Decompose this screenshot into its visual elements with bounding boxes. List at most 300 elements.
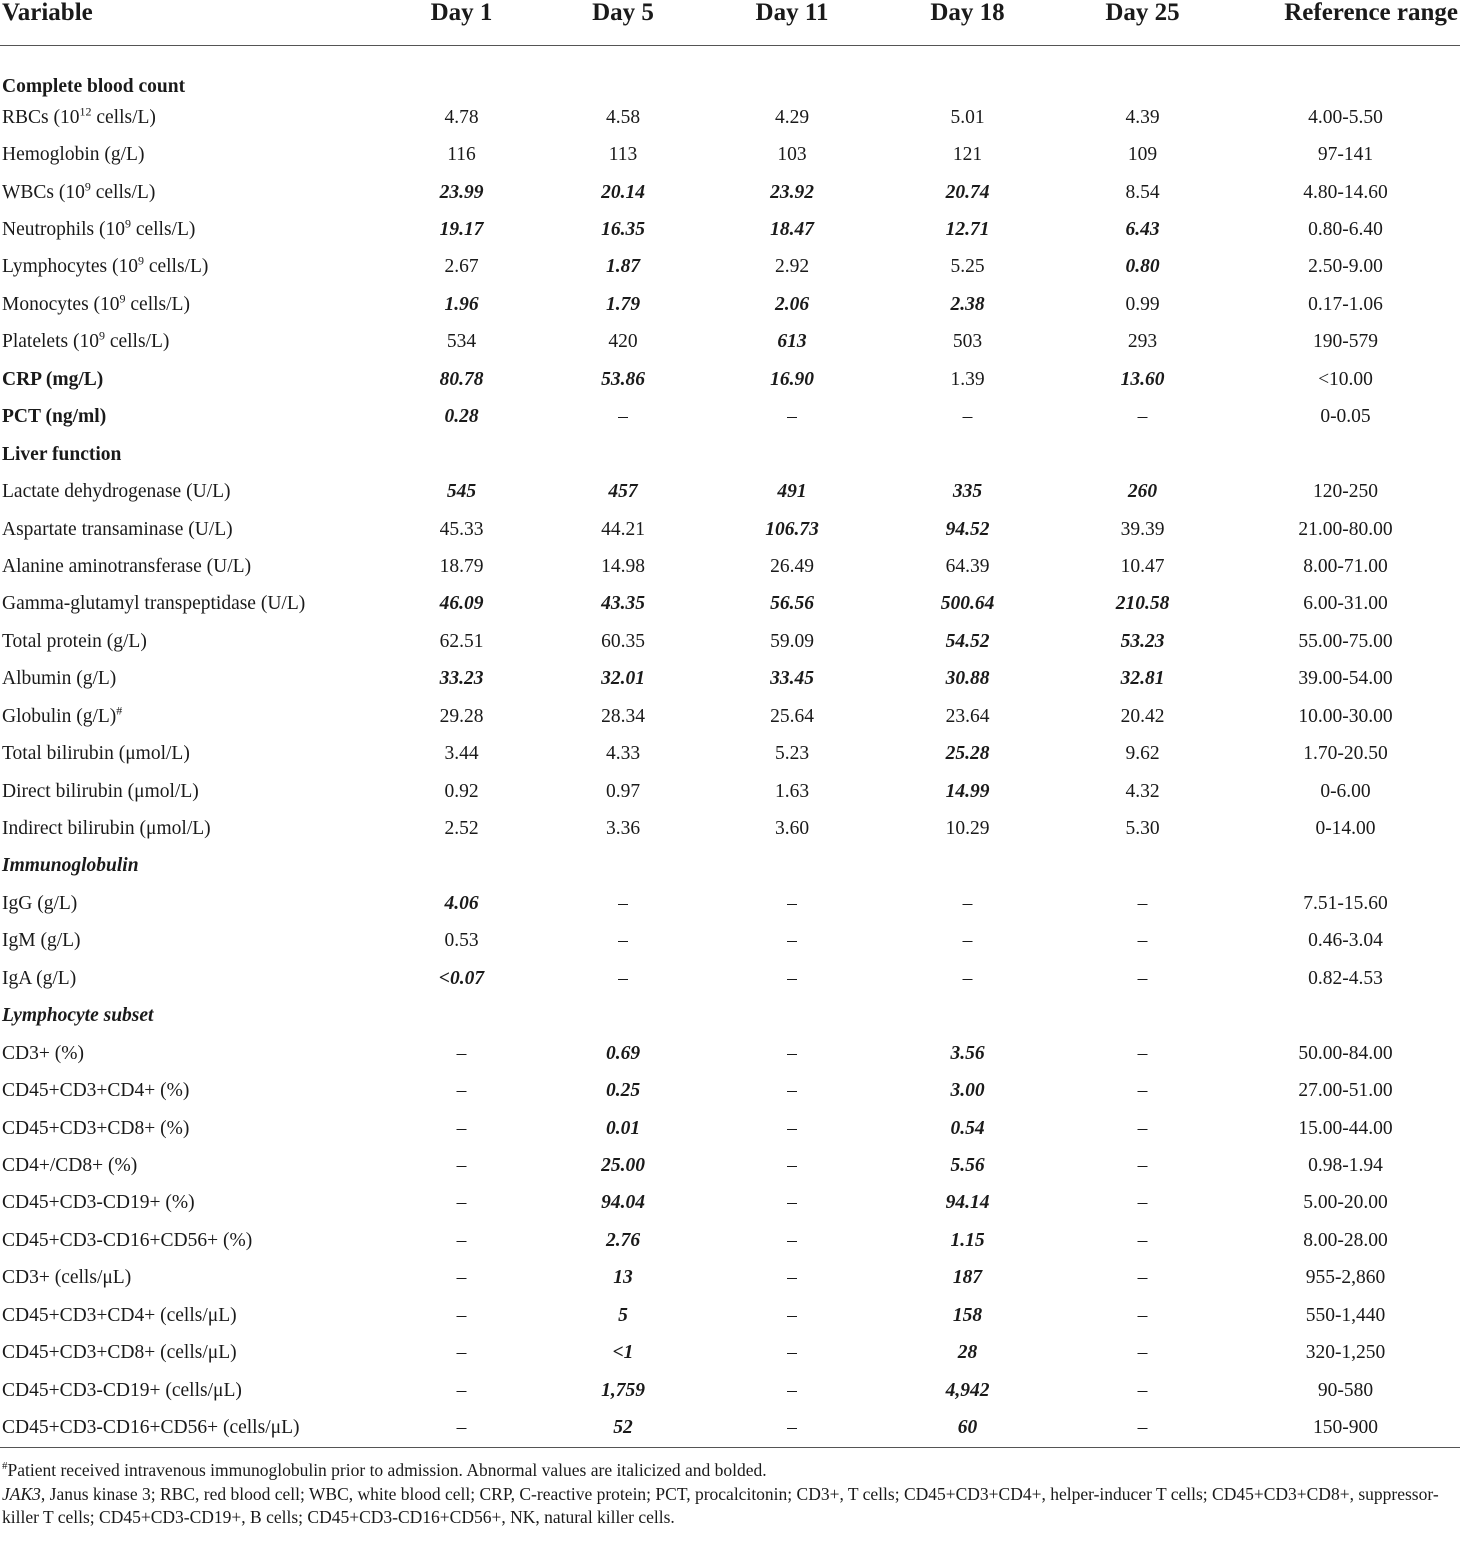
variable-unit: cells/L)	[125, 293, 190, 315]
variable-label: CD45+CD3-CD19+ (cells/μL)	[2, 1379, 242, 1401]
value-cell-day-1: 2.67	[444, 256, 479, 278]
value-cell-day-18: 10.29	[945, 818, 990, 840]
value-cell-day-1: 33.23	[439, 668, 484, 690]
value-cell-day-18: 121	[952, 144, 983, 166]
variable-cell	[0, 174, 380, 211]
table-header	[0, 0, 1460, 46]
section-row	[0, 46, 1460, 100]
value-cell-day-11: –	[787, 406, 797, 428]
value-cell-day-5: 0.01	[605, 1117, 641, 1139]
table-row	[0, 1334, 1460, 1371]
value-cell-day-5: 1,759	[601, 1379, 645, 1401]
reference-range-cell: 0.46-3.04	[1308, 930, 1383, 952]
value-cell-day-18: 5.01	[950, 106, 985, 128]
value-cell-day-5: 420	[608, 331, 638, 353]
value-cell-day-1: –	[456, 1154, 467, 1176]
reference-range-cell: 0-6.00	[1320, 780, 1371, 802]
value-cell-day-11: 26.49	[770, 555, 814, 577]
value-cell-day-25: 20.42	[1120, 705, 1165, 727]
reference-range-cell: <10.00	[1318, 368, 1373, 390]
table-row	[0, 1035, 1460, 1072]
value-cell-day-5: <1	[612, 1342, 634, 1364]
value-cell-day-1: 0.92	[444, 780, 479, 802]
value-cell-day-5: 4.58	[605, 106, 641, 128]
value-cell-day-18: 503	[952, 331, 983, 353]
variable-label: IgA (g/L)	[2, 967, 77, 989]
reference-range-cell: 0-14.00	[1315, 818, 1376, 840]
variable-label: Monocytes (10	[2, 293, 120, 315]
variable-cell	[0, 1110, 380, 1147]
reference-range-cell: 27.00-51.00	[1298, 1080, 1393, 1102]
variable-label: RBCs (10	[2, 106, 80, 128]
variable-cell	[0, 211, 380, 248]
value-cell-day-18: 3.00	[950, 1080, 985, 1102]
value-cell-day-5: 20.14	[601, 181, 645, 203]
variable-unit: cells/L)	[143, 256, 209, 278]
table-row	[0, 1185, 1460, 1222]
reference-range-cell: 5.00-20.00	[1303, 1192, 1388, 1214]
variable-label: CD4+/CD8+ (%)	[2, 1154, 138, 1176]
variable-cell	[0, 361, 380, 398]
table-row	[0, 1260, 1460, 1297]
value-cell-day-1: 18.79	[439, 555, 484, 577]
value-cell-day-18: –	[962, 967, 973, 989]
header-row	[0, 0, 1460, 46]
value-cell-day-11: 106.73	[765, 518, 819, 540]
value-cell-day-25: –	[1137, 1304, 1148, 1326]
value-cell-day-25: 4.32	[1125, 780, 1160, 802]
variable-superscript: 9	[124, 216, 131, 231]
table-row	[0, 249, 1460, 286]
variable-label: Aspartate transaminase (U/L)	[2, 518, 233, 540]
table-body	[0, 46, 1460, 1448]
reference-range-cell: 6.00-31.00	[1303, 593, 1388, 615]
variable-cell	[0, 286, 380, 323]
value-cell-day-25: 260	[1127, 481, 1158, 503]
value-cell-day-11: 16.90	[770, 368, 814, 390]
reference-range-cell: 1.70-20.50	[1303, 743, 1388, 765]
value-cell-day-25: –	[1137, 1154, 1148, 1176]
value-cell-day-1: 4.78	[444, 106, 479, 128]
value-cell-day-18: 1.15	[950, 1229, 985, 1251]
value-cell-day-25: –	[1137, 892, 1148, 914]
value-cell-day-11: 2.06	[774, 293, 810, 315]
variable-label: Lymphocytes (10	[2, 256, 138, 278]
table-row	[0, 773, 1460, 810]
reference-range-cell: 2.50-9.00	[1308, 256, 1383, 278]
value-cell-day-18: 23.64	[945, 705, 990, 727]
section-heading: Liver function	[2, 443, 122, 465]
variable-unit: cells/L)	[130, 219, 196, 241]
table-row	[0, 1222, 1460, 1259]
value-cell-day-11: –	[787, 1304, 797, 1326]
value-cell-day-25: –	[1137, 406, 1148, 428]
header-variable: Variable	[0, 0, 380, 46]
variable-label: CD45+CD3+CD8+ (%)	[2, 1117, 190, 1139]
table-row	[0, 473, 1460, 510]
value-cell-day-5: 457	[608, 481, 638, 503]
reference-range-cell: 15.00-44.00	[1298, 1117, 1393, 1139]
reference-range-cell: 7.51-15.60	[1303, 892, 1388, 914]
value-cell-day-18: 14.99	[945, 780, 990, 802]
variable-cell	[0, 623, 380, 660]
value-cell-day-1: <0.07	[438, 967, 485, 989]
value-cell-day-1: –	[456, 1192, 467, 1214]
footnote-abbreviations: , Janus kinase 3; RBC, red blood cell; WBC, white blood cell; CRP, C-reactive protein; PCT, procalcitonin; CD3+, T cells; CD45+CD3+CD4+, helper-inducer T cells; CD45+CD3+CD8+, suppressor-killer T cells; CD45+CD3-CD19+, B cells; CD45+CD3-CD16+CD56+, NK, natural killer cells.	[2, 1483, 1439, 1528]
table-row	[0, 1409, 1460, 1448]
value-cell-day-11: 25.64	[770, 705, 814, 727]
table-row	[0, 286, 1460, 323]
variable-label: CD45+CD3+CD4+ (%)	[2, 1080, 190, 1102]
table-row	[0, 586, 1460, 623]
footnote-line-2	[2, 1483, 1458, 1530]
variable-label: Direct bilirubin (μmol/L)	[2, 780, 199, 802]
value-cell-day-11: –	[787, 1117, 797, 1139]
section-row	[0, 998, 1460, 1035]
value-cell-day-5: 25.00	[601, 1154, 645, 1176]
value-cell-day-1: 0.53	[444, 930, 479, 952]
value-cell-day-11: 18.47	[770, 219, 814, 241]
reference-range-cell: 8.00-71.00	[1303, 555, 1388, 577]
value-cell-day-1: 116	[447, 144, 476, 166]
reference-range-cell: 150-900	[1231, 1409, 1460, 1448]
reference-range-cell: 550-1,440	[1305, 1304, 1386, 1326]
variable-unit: cells/L)	[91, 106, 156, 128]
value-cell-day-1: –	[456, 1117, 467, 1139]
variable-cell	[0, 548, 380, 585]
variable-label: CD45+CD3-CD16+CD56+ (cells/μL)	[2, 1417, 300, 1439]
value-cell-day-11: 1.63	[774, 780, 810, 802]
value-cell-day-5: 0.69	[605, 1042, 641, 1064]
value-cell-day-5: 44.21	[601, 518, 645, 540]
value-cell-day-11: –	[703, 1409, 881, 1448]
value-cell-day-1: –	[380, 1409, 543, 1448]
value-cell-day-18: –	[962, 892, 973, 914]
value-cell-day-25: –	[1137, 967, 1148, 989]
value-cell-day-5: 1.79	[605, 293, 641, 315]
value-cell-day-18: –	[962, 930, 973, 952]
value-cell-day-25: –	[1137, 1342, 1148, 1364]
value-cell-day-25: 9.62	[1125, 743, 1160, 765]
value-cell-day-1: 46.09	[439, 593, 484, 615]
reference-range-cell: 21.00-80.00	[1298, 518, 1393, 540]
variable-cell	[0, 586, 380, 623]
section-heading: Immunoglobulin	[2, 855, 139, 877]
variable-cell	[0, 960, 380, 997]
value-cell-day-25: –	[1137, 930, 1148, 952]
reference-range-cell: 90-580	[1317, 1379, 1374, 1401]
variable-cell	[0, 1147, 380, 1184]
value-cell-day-11: 56.56	[770, 593, 814, 615]
value-cell-day-1: 2.52	[444, 818, 479, 840]
variable-label: Lactate dehydrogenase (U/L)	[2, 481, 231, 503]
value-cell-day-5: 94.04	[601, 1192, 645, 1214]
value-cell-day-18: 25.28	[945, 743, 990, 765]
variable-label: Hemoglobin (g/L)	[2, 144, 145, 166]
variable-superscript: #	[116, 703, 123, 718]
reference-range-cell: 39.00-54.00	[1298, 668, 1393, 690]
value-cell-day-25: 5.30	[1125, 818, 1160, 840]
value-cell-day-11: 3.60	[774, 818, 810, 840]
value-cell-day-1: 534	[446, 331, 477, 353]
value-cell-day-18: 187	[952, 1267, 983, 1289]
variable-cell	[0, 1260, 380, 1297]
value-cell-day-5: 43.35	[601, 593, 645, 615]
table-row	[0, 623, 1460, 660]
variable-cell	[0, 661, 380, 698]
value-cell-day-11: 4.29	[774, 106, 810, 128]
value-cell-day-11: 103	[777, 144, 807, 166]
header-day-5: Day 5	[543, 0, 703, 46]
header-day-1: Day 1	[380, 0, 543, 46]
reference-range-cell: 10.00-30.00	[1298, 705, 1393, 727]
value-cell-day-18: 1.39	[950, 368, 985, 390]
reference-range-cell: 0.80-6.40	[1308, 219, 1383, 241]
value-cell-day-18: 20.74	[945, 181, 990, 203]
value-cell-day-25: 4.39	[1125, 106, 1160, 128]
value-cell-day-11: 491	[777, 481, 807, 503]
table-row	[0, 136, 1460, 173]
variable-cell	[0, 1409, 380, 1448]
value-cell-day-11: –	[787, 1379, 797, 1401]
variable-superscript: 9	[119, 291, 126, 306]
variable-label: Platelets (10	[2, 331, 99, 353]
value-cell-day-5: –	[618, 406, 628, 428]
variable-label: Total bilirubin (μmol/L)	[2, 743, 190, 765]
variable-label: CD45+CD3-CD16+CD56+ (%)	[2, 1229, 253, 1251]
value-cell-day-11: –	[787, 1192, 797, 1214]
table-row	[0, 960, 1460, 997]
reference-range-cell: 190-579	[1313, 331, 1378, 353]
value-cell-day-18: –	[962, 406, 973, 428]
value-cell-day-5: 32.01	[601, 668, 645, 690]
value-cell-day-5: 16.35	[601, 219, 645, 241]
variable-unit: cells/L)	[104, 331, 170, 353]
value-cell-day-25: 0.99	[1125, 293, 1160, 315]
table-row	[0, 511, 1460, 548]
variable-cell	[0, 1297, 380, 1334]
value-cell-day-25: –	[1137, 1117, 1148, 1139]
variable-label: CD45+CD3+CD4+ (cells/μL)	[2, 1304, 237, 1326]
table-row	[0, 810, 1460, 847]
value-cell-day-11: –	[787, 1080, 797, 1102]
value-cell-day-25: 0.80	[1125, 256, 1160, 278]
value-cell-day-1: –	[456, 1342, 467, 1364]
value-cell-day-1: 62.51	[439, 630, 484, 652]
footnote-line-1	[2, 1459, 1458, 1483]
value-cell-day-11: –	[787, 930, 797, 952]
value-cell-day-18: 2.38	[950, 293, 985, 315]
value-cell-day-5: 0.25	[605, 1080, 641, 1102]
value-cell-day-11: –	[787, 1342, 797, 1364]
value-cell-day-11: 59.09	[770, 630, 814, 652]
variable-cell	[0, 1372, 380, 1409]
header-day-25: Day 25	[1054, 0, 1231, 46]
variable-unit: cells/L)	[90, 181, 156, 203]
table-row	[0, 1372, 1460, 1409]
section-row	[0, 848, 1460, 885]
variable-superscript: 9	[98, 328, 105, 343]
value-cell-day-5: 60.35	[601, 630, 645, 652]
value-cell-day-18: 0.54	[950, 1117, 985, 1139]
table-row	[0, 324, 1460, 361]
value-cell-day-1: 1.96	[444, 293, 479, 315]
value-cell-day-11: 5.23	[774, 743, 810, 765]
table-row	[0, 885, 1460, 922]
value-cell-day-25: –	[1137, 1229, 1148, 1251]
reference-range-cell: 120-250	[1313, 481, 1378, 503]
value-cell-day-11: 613	[777, 331, 807, 353]
variable-cell	[0, 511, 380, 548]
value-cell-day-5: 1.87	[605, 256, 641, 278]
value-cell-day-25: –	[1137, 1379, 1148, 1401]
variable-label: CD3+ (cells/μL)	[2, 1267, 132, 1289]
reference-range-cell: 97-141	[1317, 144, 1374, 166]
value-cell-day-11: –	[787, 1154, 797, 1176]
value-cell-day-25: 109	[1127, 144, 1158, 166]
value-cell-day-18: 30.88	[945, 668, 990, 690]
variable-label: CD3+ (%)	[2, 1042, 84, 1064]
reference-range-cell: 0.82-4.53	[1308, 967, 1383, 989]
variable-label: CRP (mg/L)	[2, 368, 104, 390]
value-cell-day-25: 53.23	[1120, 630, 1165, 652]
variable-cell	[0, 698, 380, 735]
variable-cell	[0, 773, 380, 810]
value-cell-day-1: 545	[446, 481, 477, 503]
value-cell-day-1: –	[456, 1379, 467, 1401]
value-cell-day-11: –	[787, 1267, 797, 1289]
value-cell-day-18: 94.14	[945, 1192, 990, 1214]
variable-cell	[0, 1334, 380, 1371]
variable-label: Albumin (g/L)	[2, 668, 117, 690]
value-cell-day-1: –	[456, 1267, 467, 1289]
value-cell-day-11: –	[787, 1229, 797, 1251]
table-row	[0, 1072, 1460, 1109]
table-row	[0, 548, 1460, 585]
variable-cell	[0, 399, 380, 436]
variable-label: Globulin (g/L)	[2, 705, 117, 727]
value-cell-day-1: –	[456, 1304, 467, 1326]
variable-label: IgM (g/L)	[2, 930, 81, 952]
value-cell-day-11: 2.92	[774, 256, 810, 278]
value-cell-day-25: 10.47	[1120, 555, 1165, 577]
section-heading: Complete blood count	[2, 76, 186, 97]
reference-range-cell: 4.00-5.50	[1308, 106, 1383, 128]
variable-cell	[0, 1072, 380, 1109]
header-day-18: Day 18	[881, 0, 1054, 46]
value-cell-day-25: 13.60	[1120, 368, 1165, 390]
variable-cell	[0, 810, 380, 847]
value-cell-day-1: –	[456, 1080, 467, 1102]
variable-cell	[0, 249, 380, 286]
value-cell-day-25: –	[1137, 1192, 1148, 1214]
value-cell-day-18: 12.71	[945, 219, 990, 241]
value-cell-day-18: 94.52	[945, 518, 990, 540]
variable-label: Total protein (g/L)	[2, 630, 147, 652]
value-cell-day-25: 8.54	[1125, 181, 1160, 203]
value-cell-day-18: 500.64	[940, 593, 995, 615]
value-cell-day-5: 2.76	[605, 1229, 641, 1251]
variable-label: WBCs (10	[2, 181, 85, 203]
value-cell-day-25: 210.58	[1115, 593, 1170, 615]
variable-cell	[0, 923, 380, 960]
value-cell-day-1: –	[456, 1229, 467, 1251]
variable-cell	[0, 1185, 380, 1222]
value-cell-day-18: 3.56	[950, 1042, 985, 1064]
value-cell-day-1: 19.17	[439, 219, 484, 241]
table-row	[0, 1147, 1460, 1184]
footnote-mark: #	[2, 1460, 8, 1473]
table-row	[0, 1297, 1460, 1334]
reference-range-cell: 0.98-1.94	[1308, 1154, 1383, 1176]
variable-cell	[0, 324, 380, 361]
value-cell-day-5: 53.86	[601, 368, 645, 390]
value-cell-day-18: 54.52	[945, 630, 990, 652]
variable-label: Neutrophils (10	[2, 219, 125, 241]
table-row	[0, 923, 1460, 960]
variable-label: PCT (ng/ml)	[2, 406, 107, 428]
section-heading: Lymphocyte subset	[2, 1005, 154, 1027]
variable-superscript: 9	[84, 179, 91, 194]
variable-cell	[0, 1035, 380, 1072]
variable-superscript: 12	[79, 104, 92, 119]
value-cell-day-25: –	[1137, 1080, 1148, 1102]
value-cell-day-5: 3.36	[605, 818, 641, 840]
table-row	[0, 211, 1460, 248]
variable-cell	[0, 735, 380, 772]
table-row	[0, 698, 1460, 735]
variable-cell	[0, 1222, 380, 1259]
reference-range-cell: 0.17-1.06	[1308, 293, 1383, 315]
value-cell-day-5: –	[618, 967, 628, 989]
variable-cell	[0, 473, 380, 510]
section-row	[0, 436, 1460, 473]
header-reference-range: Reference range	[1231, 0, 1460, 46]
reference-range-cell: 55.00-75.00	[1298, 630, 1393, 652]
table-row	[0, 399, 1460, 436]
value-cell-day-18: 64.39	[945, 555, 990, 577]
variable-label: CD45+CD3+CD8+ (cells/μL)	[2, 1342, 237, 1364]
value-cell-day-5: 13	[613, 1267, 633, 1289]
value-cell-day-5: 14.98	[601, 555, 645, 577]
table-row	[0, 1110, 1460, 1147]
variable-cell	[0, 885, 380, 922]
reference-range-cell: 8.00-28.00	[1303, 1229, 1388, 1251]
variable-label: IgG (g/L)	[2, 892, 78, 914]
value-cell-day-5: –	[618, 930, 628, 952]
value-cell-day-1: 45.33	[439, 518, 484, 540]
table-row	[0, 361, 1460, 398]
reference-range-cell: 955-2,860	[1305, 1267, 1386, 1289]
value-cell-day-5: 0.97	[605, 780, 641, 802]
variable-label: Indirect bilirubin (μmol/L)	[2, 818, 211, 840]
value-cell-day-1: 23.99	[439, 181, 484, 203]
value-cell-day-11: 33.45	[770, 668, 814, 690]
value-cell-day-25: 32.81	[1120, 668, 1165, 690]
reference-range-cell: 0-0.05	[1320, 406, 1371, 428]
value-cell-day-18: 335	[952, 481, 983, 503]
variable-label: Gamma-glutamyl transpeptidase (U/L)	[2, 593, 306, 615]
variable-superscript: 9	[137, 253, 144, 268]
value-cell-day-5: –	[618, 892, 628, 914]
value-cell-day-1: 0.28	[444, 406, 479, 428]
value-cell-day-18: 60	[881, 1409, 1054, 1448]
table-row	[0, 174, 1460, 211]
value-cell-day-1: 80.78	[439, 368, 484, 390]
variable-cell	[0, 99, 380, 136]
value-cell-day-18: 158	[952, 1304, 983, 1326]
value-cell-day-18: 4,942	[945, 1379, 990, 1401]
